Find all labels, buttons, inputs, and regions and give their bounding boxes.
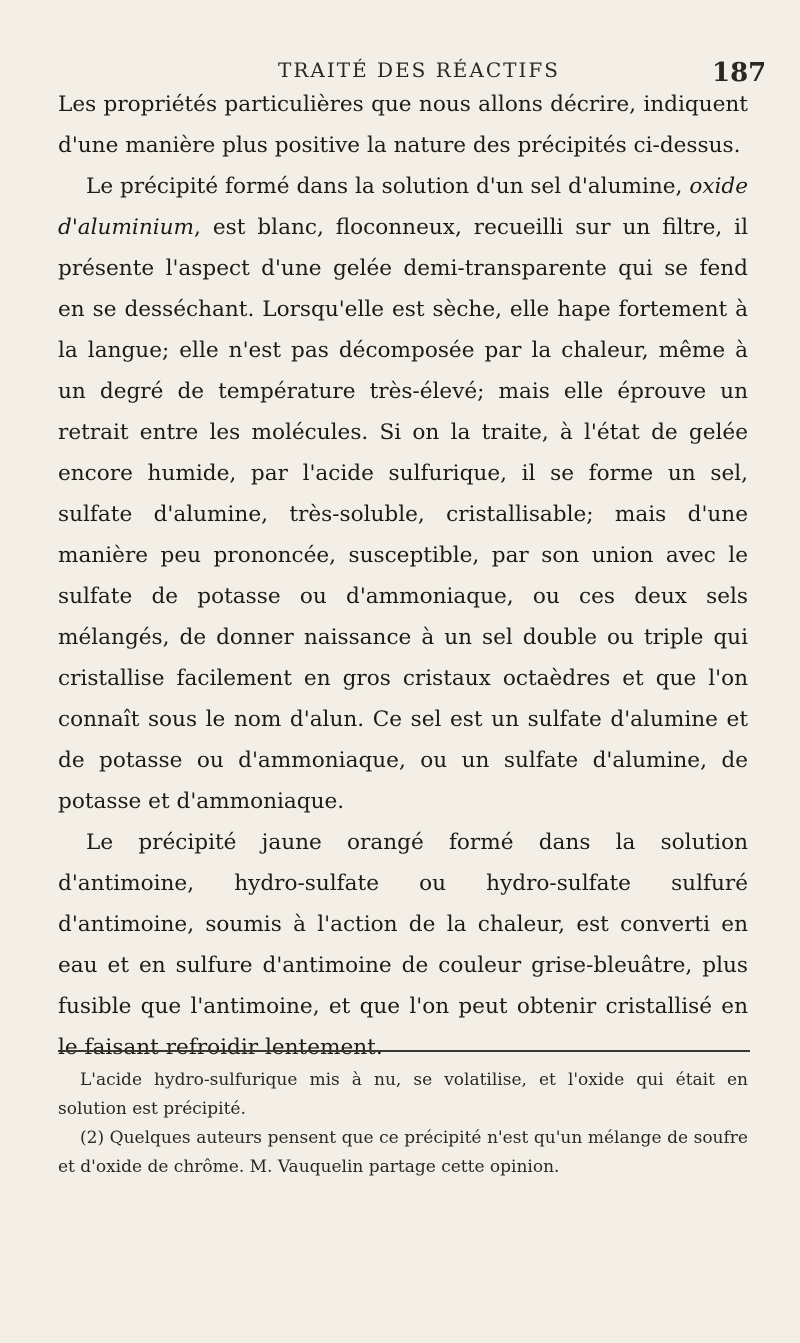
body-text xyxy=(58,84,748,1068)
paragraph-intro: Les propriétés particulières que nous allons décrire, indiquent d'une manière plus positive la nature des précipités ci-dessus. xyxy=(58,92,748,158)
paragraph-alumina xyxy=(58,166,748,822)
paragraph-antimony: Le précipité jaune orangé formé dans la solution d'antimoine, hydro-sulfate ou hydro-sulfate sulfuré d'antimoine, soumis à l'action de la chaleur, est converti en eau et en sulfure d'antimoine de couleur grise-bleuâtre, plus fusible que l'antimoine, et que l'on peut obtenir cristallisé en le faisant refroidir lentement. xyxy=(58,830,748,1060)
footnote-2: (2) Quelques auteurs pensent que ce précipité n'est qu'un mélange de soufre et d'oxide de chrôme. M. Vauquelin partage cette opinion. xyxy=(58,1128,748,1177)
paragraph-alumina-rest: , est blanc, floconneux, recueilli sur un filtre, il présente l'aspect d'une gelée demi-transparente qui se fend en se desséchant. Lorsqu'elle est sèche, elle hape fortement à la langue; elle n'est pas décomposée par la chaleur, même à un degré de température très-élevé; mais elle éprouve un retrait entre les molécules. Si on la traite, à l'état de gelée encore humide, par l'acide sulfurique, il se forme un sel, sulfate d'alumine, très-soluble, cristallisable; mais d'une manière peu prononcée, susceptible, par son union avec le sulfate de potasse ou d'ammoniaque, ou ces deux sels mélangés, de donner naissance à un sel double ou triple qui cristallise facilement en gros cristaux octaèdres et que l'on connaît sous le nom d'alun. Ce sel est un sulfate d'alumine et de potasse ou d'ammoniaque, ou un sulfate d'alumine, de potasse et d'ammoniaque. xyxy=(58,215,748,814)
paragraph-alumina-start: Le précipité formé dans la solution d'un sel d'alumine, xyxy=(86,174,690,199)
page-number: 187 xyxy=(712,58,767,88)
footnote-1: L'acide hydro-sulfurique mis à nu, se volatilise, et l'oxide qui était en solution est précipité. xyxy=(58,1070,748,1119)
footnotes xyxy=(58,1066,748,1182)
footnote-divider xyxy=(58,1050,750,1052)
italic-term-oxide: oxide d'aluminium xyxy=(58,174,748,240)
running-title: TRAITÉ DES RÉACTIFS xyxy=(278,58,560,82)
